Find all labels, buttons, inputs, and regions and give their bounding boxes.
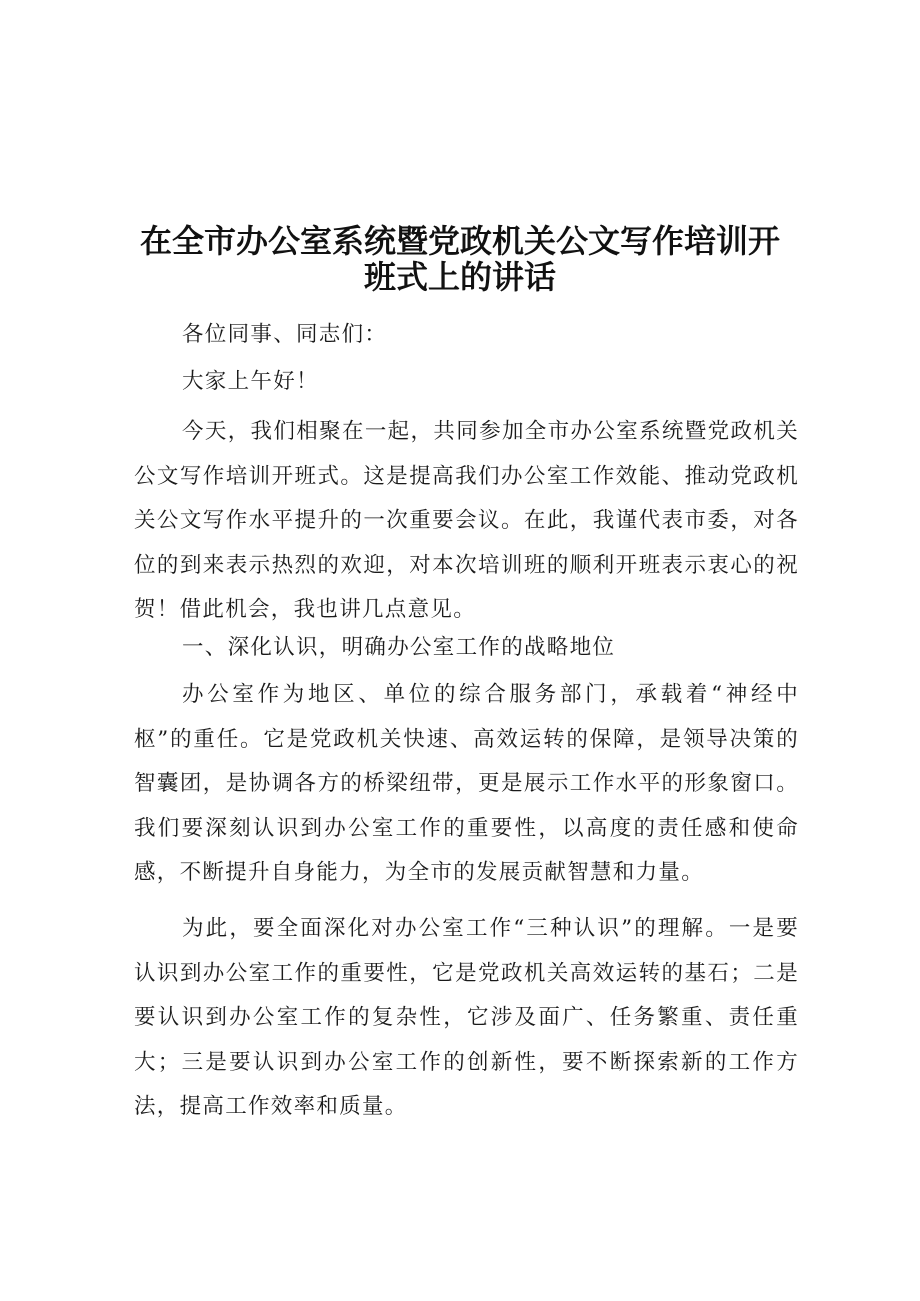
- salutation-paragraph: 各位同事、同志们：: [182, 322, 388, 347]
- section-heading-1: 一、深化认识，明确办公室工作的战略地位: [182, 635, 616, 660]
- document-title-line-1: 在全市办公室系统暨党政机关公文写作培训开: [139, 222, 780, 260]
- intro-paragraph: 今天，我们相聚在一起，共同参加全市办公室系统暨党政机关公文写作培训开班式。这是提高我们办公室工作效能、推动党政机关公文写作水平提升的一次重要会议。在此，我谨代表市委，对各位的到来表示热烈的欢迎，对本次培训班的顺利开班表示衷心的祝贺！借此机会，我也讲几点意见。: [134, 419, 799, 622]
- document-title-line-2: 班式上的讲话: [363, 258, 556, 296]
- body-paragraph-2: 为此，要全面深化对办公室工作“三种认识”的理解。一是要认识到办公室工作的重要性，它是党政机关高效运转的基石；二是要认识到办公室工作的复杂性，它涉及面广、任务繁重、责任重大；三是要认识到办公室工作的创新性，要不断探索新的工作方法，提高工作效率和质量。: [134, 916, 799, 1119]
- body-paragraph-1: 办公室作为地区、单位的综合服务部门，承载着“神经中枢”的重任。它是党政机关快速、高效运转的保障，是领导决策的智囊团，是协调各方的桥梁纽带，更是展示工作水平的形象窗口。我们要深刻认识到办公室工作的重要性，以高度的责任感和使命感，不断提升自身能力，为全市的发展贡献智慧和力量。: [134, 682, 799, 885]
- greeting-paragraph: 大家上午好！: [182, 369, 319, 394]
